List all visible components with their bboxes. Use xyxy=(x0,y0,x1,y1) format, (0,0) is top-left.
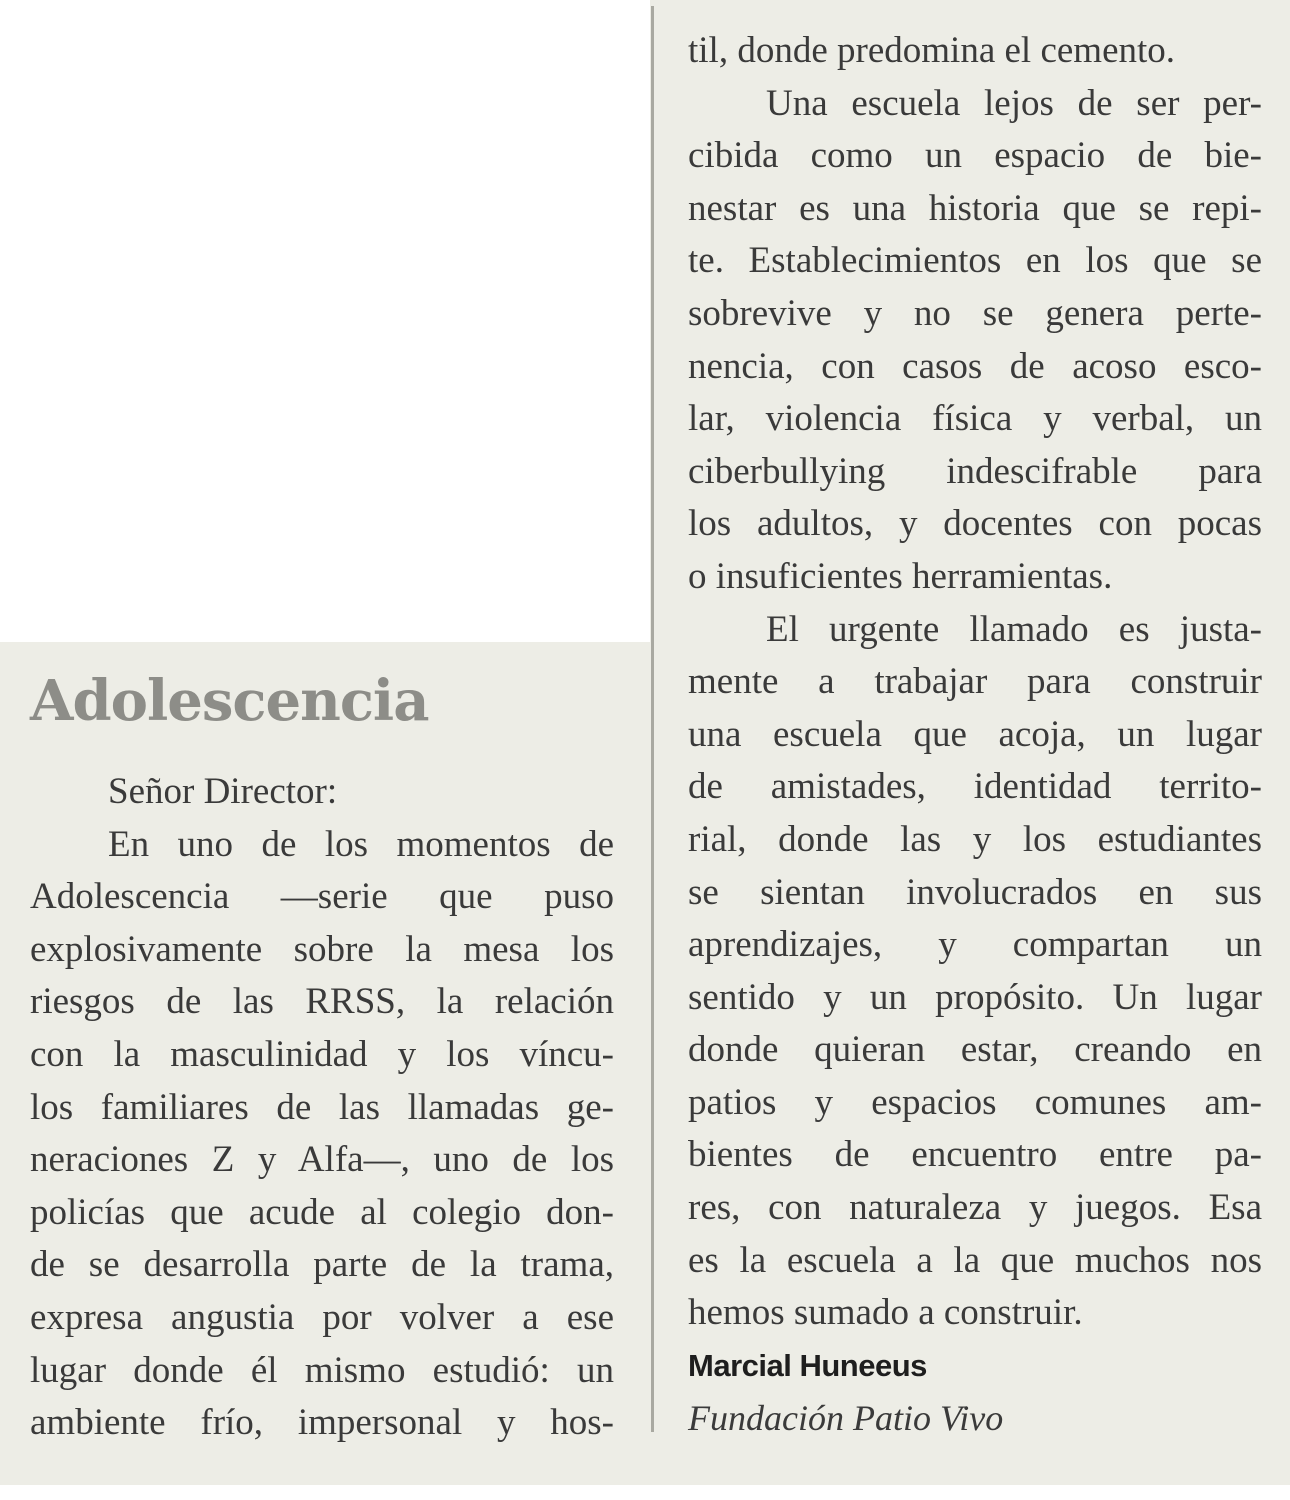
letter-text-line: El urgente llamado es justa- xyxy=(766,608,1262,650)
letter-text-line: mente a trabajar para construir xyxy=(688,661,1262,703)
letter-text-line: rial, donde las y los estudiantes xyxy=(688,818,1262,860)
letter-text-line: aprendizajes, y compartan un xyxy=(688,924,1262,966)
letter-text-line: ciberbullying indescifrable para xyxy=(688,450,1262,492)
letter-text-line: sentido y un propósito. Un lugar xyxy=(688,976,1262,1018)
letter-text-line: lar, violencia física y verbal, un xyxy=(688,398,1262,440)
letter-text-line: es la escuela a la que muchos nos xyxy=(688,1239,1262,1281)
letter-text-line: donde quieran estar, creando en xyxy=(688,1029,1262,1071)
letter-text-line: Señor Director: xyxy=(108,771,338,812)
letter-body-left-column xyxy=(30,766,614,1450)
letter-text-line: res, con naturaleza y juegos. Esa xyxy=(688,1187,1262,1229)
letter-text-line: cibida como un espacio de bie- xyxy=(688,135,1262,177)
letter-text-line: hemos sumado a construir. xyxy=(688,1292,1083,1334)
letter-text-line: til, donde predomina el cemento. xyxy=(688,30,1176,71)
letter-text-line: los adultos, y docentes con pocas xyxy=(688,503,1262,545)
column-divider xyxy=(651,6,654,1432)
letter-text-line: de se desarrolla parte de la trama, xyxy=(30,1244,614,1286)
letter-text-line: patios y espacios comunes am- xyxy=(688,1081,1262,1123)
letter-text-line: explosivamente sobre la mesa los xyxy=(30,928,614,970)
letter-text-line: nestar es una historia que se repi- xyxy=(688,187,1262,229)
letter-text-line: Una escuela lejos de ser per- xyxy=(766,82,1262,124)
letter-text-line: te. Establecimientos en los que se xyxy=(688,240,1262,282)
letter-body-right-column xyxy=(688,25,1262,1444)
letter-headline: Adolescencia xyxy=(30,668,429,734)
letter-text-line: riesgos de las RRSS, la relación xyxy=(30,981,614,1023)
letter-text-line: Adolescencia —serie que puso xyxy=(30,876,614,918)
letter-text-line: ambiente frío, impersonal y hos- xyxy=(30,1402,614,1444)
letter-text-line: expresa angustia por volver a ese xyxy=(30,1296,614,1338)
letter-text-line: o insuficientes herramientas. xyxy=(688,555,1113,597)
author-organization: Fundación Patio Vivo xyxy=(688,1397,1004,1438)
letter-text-line: de amistades, identidad territo- xyxy=(688,766,1262,808)
letter-text-line: sobrevive y no se genera perte- xyxy=(688,292,1262,334)
letter-text-line: se sientan involucrados en sus xyxy=(688,871,1262,913)
letter-text-line: bientes de encuentro entre pa- xyxy=(688,1134,1262,1176)
letter-text-line: policías que acude al colegio don- xyxy=(30,1191,614,1233)
author-name: Marcial Huneeus xyxy=(688,1347,927,1383)
letter-text-line: una escuela que acoja, un lugar xyxy=(688,713,1262,755)
letter-text-line: neraciones Z y Alfa—, uno de los xyxy=(30,1139,614,1181)
letter-text-line: con la masculinidad y los víncu- xyxy=(30,1033,614,1075)
letter-text-line: En uno de los momentos de xyxy=(108,823,614,865)
letter-text-line: los familiares de las llamadas ge- xyxy=(30,1086,614,1128)
letter-text-line: nencia, con casos de acoso esco- xyxy=(688,345,1262,387)
letter-text-line: lugar donde él mismo estudió: un xyxy=(30,1349,614,1391)
